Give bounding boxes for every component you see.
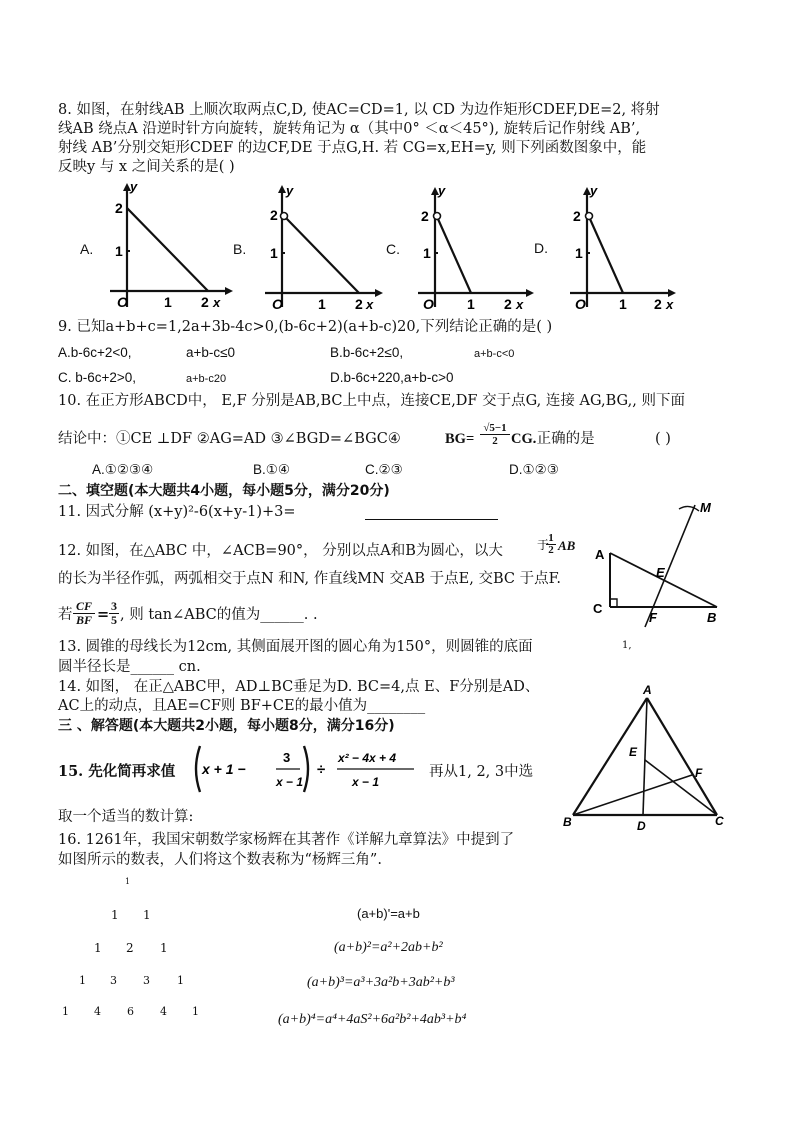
q8-line-2: 线AB 绕点A 沿逆时针方向旋转，旋转角记为 α（其中0° ＜α＜45°), 旋转后记作射线 AB’, [58, 121, 641, 137]
triangle-row2-1: 1 [94, 941, 102, 955]
section-answer-heading: 三 、解答题(本大题共2小题，每小题8分，满分16分) [58, 718, 395, 734]
q14-fig-c: C [715, 814, 724, 828]
expansion-power-3: (a+b)³=a³+3a²b+3ab²+b³ [307, 975, 455, 990]
q12-fig-e: E [656, 565, 665, 580]
q15-numerator: x² − 4x + 4 [338, 751, 397, 765]
q8-option-b-label: B. [233, 241, 247, 257]
q10-answer-paren: ( ) [655, 431, 671, 447]
graph-b-tick-2: 2 [270, 207, 278, 223]
q14-fig-d: D [637, 819, 646, 833]
graph-d-xtick-2: 2 [654, 296, 662, 312]
q12-five: 5 [111, 613, 117, 627]
graph-d-origin: O [575, 296, 586, 312]
graph-c-xtick-2: 2 [504, 296, 512, 312]
q8-line-3: 射线 AB’分别交矩形CDEF 的边CF,DE 于点G,H. 若 CG=x,EH=y, 则下列函数图象中，能 [58, 140, 647, 156]
graph-d-xtick-1: 1 [619, 296, 627, 312]
q12-half-fraction [546, 533, 556, 556]
q14-fig-e: E [629, 745, 638, 759]
graph-a-y-label: y [130, 183, 138, 194]
q12-three: 3 [111, 599, 117, 613]
triangle-row0-1: 1 [125, 877, 131, 886]
q10-conclusions: 结论中：①CE ⊥DF ②AG=AD ③∠BGD=∠BGC④ [58, 431, 401, 447]
q12-ab: AB [558, 538, 576, 553]
q12-ruo: 若 [58, 607, 73, 623]
expansion-power-2: (a+b)²=a²+2ab+b² [334, 940, 443, 955]
graph-d-y-label: y [590, 183, 598, 198]
q14-fig-a: A [643, 683, 652, 697]
q12-line-1: 12. 如图，在△ABC 中，∠ACB=90°， 分别以点A和B为圆心，以大 [58, 543, 503, 559]
q16-line-1: 16. 1261年，我国宋朝数学家杨辉在其著作《详解九章算法》中提到了 [58, 832, 515, 848]
q15-line-2: 取一个适当的数计算: [58, 809, 194, 825]
graph-d-tick-2: 2 [573, 208, 581, 224]
q10-cg-label: CG. [511, 431, 537, 447]
graph-a-tick-1: 1 [115, 243, 123, 259]
graph-c-tick-1: 1 [423, 245, 431, 261]
q12-fig-a: A [595, 547, 605, 562]
q10-option-d: D.①②③ [509, 462, 559, 477]
figure-note: 1, [622, 640, 632, 651]
graph-b-x-label: x [366, 297, 374, 312]
triangle-row4-4: 4 [160, 1005, 167, 1018]
q10-fraction-num: √5−1 [480, 422, 510, 435]
q9-option-c-part1: C. b-6c+2>0, [58, 370, 137, 385]
q10-stem: 10. 在正方形ABCD中， E,F 分别是AB,BC上中点，连接CE,DF 交于点G, 连接 AG,BG,, 则下面 [58, 393, 685, 409]
graph-c-xtick-1: 1 [467, 296, 475, 312]
graph-option-d [562, 183, 687, 313]
q12-half-num: 1 [546, 533, 556, 545]
q9-option-c-part2: a+b-c20 [186, 373, 227, 385]
triangle-row3-4: 1 [177, 974, 184, 987]
graph-d-tick-1: 1 [575, 245, 583, 261]
q12-fig-f: F [649, 610, 657, 625]
q14-line-2: AC上的动点，且AE=CF则 BF+CE的最小值为________ [58, 698, 426, 714]
q10-option-c: C.②③ [365, 462, 403, 477]
q16-line-2: 如图所示的数表，人们将这个数表称为“杨辉三角”. [58, 852, 382, 868]
q14-fig-f: F [695, 766, 703, 780]
graph-c-tick-2: 2 [421, 208, 429, 224]
graph-a-tick-2: 2 [115, 200, 123, 216]
q12-figure [585, 495, 735, 630]
graph-a-x-label: x [213, 295, 221, 310]
triangle-row3-1: 1 [79, 974, 86, 987]
graph-option-a [100, 183, 235, 313]
q10-correct-label: .正确的是 [532, 431, 595, 447]
q10-fraction-den: 2 [492, 435, 498, 447]
graph-b-xtick-2: 2 [355, 296, 363, 312]
triangle-row4-5: 1 [192, 1005, 199, 1018]
q9-option-a-part2: a+b-c≤0 [186, 345, 236, 360]
q13-line-2: 圆半径长是______ cn. [58, 659, 201, 675]
graph-option-c [410, 183, 540, 313]
q11-text: 11. 因式分解 (x+y)²-6(x+y-1)+3= [58, 504, 296, 520]
q9-option-a-part1: A.b-6c+2<0, [58, 345, 132, 360]
triangle-row2-3: 1 [160, 941, 168, 955]
triangle-row4-3: 6 [127, 1005, 134, 1018]
triangle-row2-2: 2 [126, 941, 134, 955]
graph-b-xtick-1: 1 [318, 296, 326, 312]
graph-b-tick-1: 1 [270, 245, 278, 261]
q10-option-b: B.①④ [253, 462, 290, 477]
q15-x-minus-1: x − 1 [276, 775, 304, 789]
section-fill-in-heading: 二、填空题(本大题共4小题，每小题5分，满分20分) [58, 483, 390, 499]
graph-a-origin: O [117, 294, 128, 310]
q9-stem: 9. 已知a+b+c=1,2a+3b-4c>0,(b-6c+2)(a+b-c)20,下列结论正确的是( ) [58, 319, 553, 335]
expansion-power-4: (a+b)⁴=a⁴+4aS²+6a²b²+4ab³+b⁴ [278, 1012, 467, 1027]
q12-fig-c: C [593, 601, 603, 616]
expansion-power-1: (a+b)'=a+b [357, 906, 420, 921]
q14-line-1: 14. 如图， 在正△ABC甲，AD⊥BC垂足为D. BC=4,点 E、F分别是AD、 [58, 679, 540, 695]
q15-three: 3 [283, 750, 291, 765]
graph-a-xtick-1: 1 [164, 294, 172, 310]
q8-option-d-label: D. [534, 240, 548, 256]
q9-option-b-part2: a+b-c<0 [474, 348, 515, 360]
q12-bf: BF [75, 613, 92, 627]
q12-fig-m: M [700, 500, 711, 515]
q8-option-c-label: C. [386, 241, 400, 257]
triangle-row3-3: 3 [143, 974, 150, 987]
q12-tan-question: , 则 tan∠ABC的值为______. . [120, 607, 318, 623]
q12-yu: 于 [537, 538, 550, 552]
graph-c-origin: O [423, 296, 434, 312]
q12-equals: = [97, 606, 110, 623]
q8-line-4: 反映y 与 x 之间关系的是( ) [58, 159, 235, 175]
q12-three-fifths [109, 600, 119, 627]
q10-option-a: A.①②③④ [92, 462, 154, 477]
graph-b-origin: O [272, 296, 283, 312]
q10-fraction [480, 422, 510, 447]
triangle-row4-1: 1 [62, 1005, 69, 1018]
q12-cf: CF [73, 600, 95, 614]
q12-line-2: 的长为半径作弧，两弧相交于点N 和N, 作直线MN 交AB 于点E, 交BC 于点F. [58, 571, 561, 587]
q8-line-1: 8. 如图，在射线AB 上顺次取两点C,D, 使AC=CD=1, 以 CD 为边作矩形CDEF,DE=2, 将射 [58, 102, 660, 118]
q14-fig-b: B [563, 815, 572, 829]
graph-c-x-label: x [516, 297, 524, 312]
q10-bg-label: BG= [445, 431, 475, 447]
q13-line-1: 13. 圆锥的母线长为12cm, 其侧面展开图的圆心角为150°，则圆锥的底面 [58, 639, 533, 655]
q15-x-plus-1-minus: x + 1 − [202, 761, 246, 777]
graph-option-b [255, 183, 390, 313]
q15-suffix: 再从1, 2, 3中选 [429, 764, 534, 780]
q15-denominator: x − 1 [352, 775, 380, 789]
q11-answer-blank [365, 519, 498, 520]
graph-c-y-label: y [438, 183, 446, 198]
q15-divide: ÷ [317, 761, 326, 778]
q9-option-b-part1: B.b-6c+2≤0, [330, 345, 404, 360]
graph-d-x-label: x [666, 297, 674, 312]
q12-fig-b: B [707, 610, 717, 625]
q15-prefix: 15. 先化简再求值 [58, 763, 176, 780]
triangle-row4-2: 4 [94, 1005, 101, 1018]
q14-figure [555, 680, 735, 840]
q15-expression [192, 742, 422, 796]
graph-a-xtick-2: 2 [201, 294, 209, 310]
q9-option-d: D.b-6c+220,a+b-c>0 [330, 370, 454, 385]
triangle-row1-2: 1 [143, 908, 151, 922]
triangle-row3-2: 3 [110, 974, 117, 987]
graph-b-y-label: y [286, 183, 294, 198]
q8-option-a-label: A. [80, 241, 94, 257]
q12-cf-bf-fraction [73, 600, 95, 627]
q12-half-den: 2 [548, 544, 554, 556]
triangle-row1-1: 1 [111, 908, 119, 922]
